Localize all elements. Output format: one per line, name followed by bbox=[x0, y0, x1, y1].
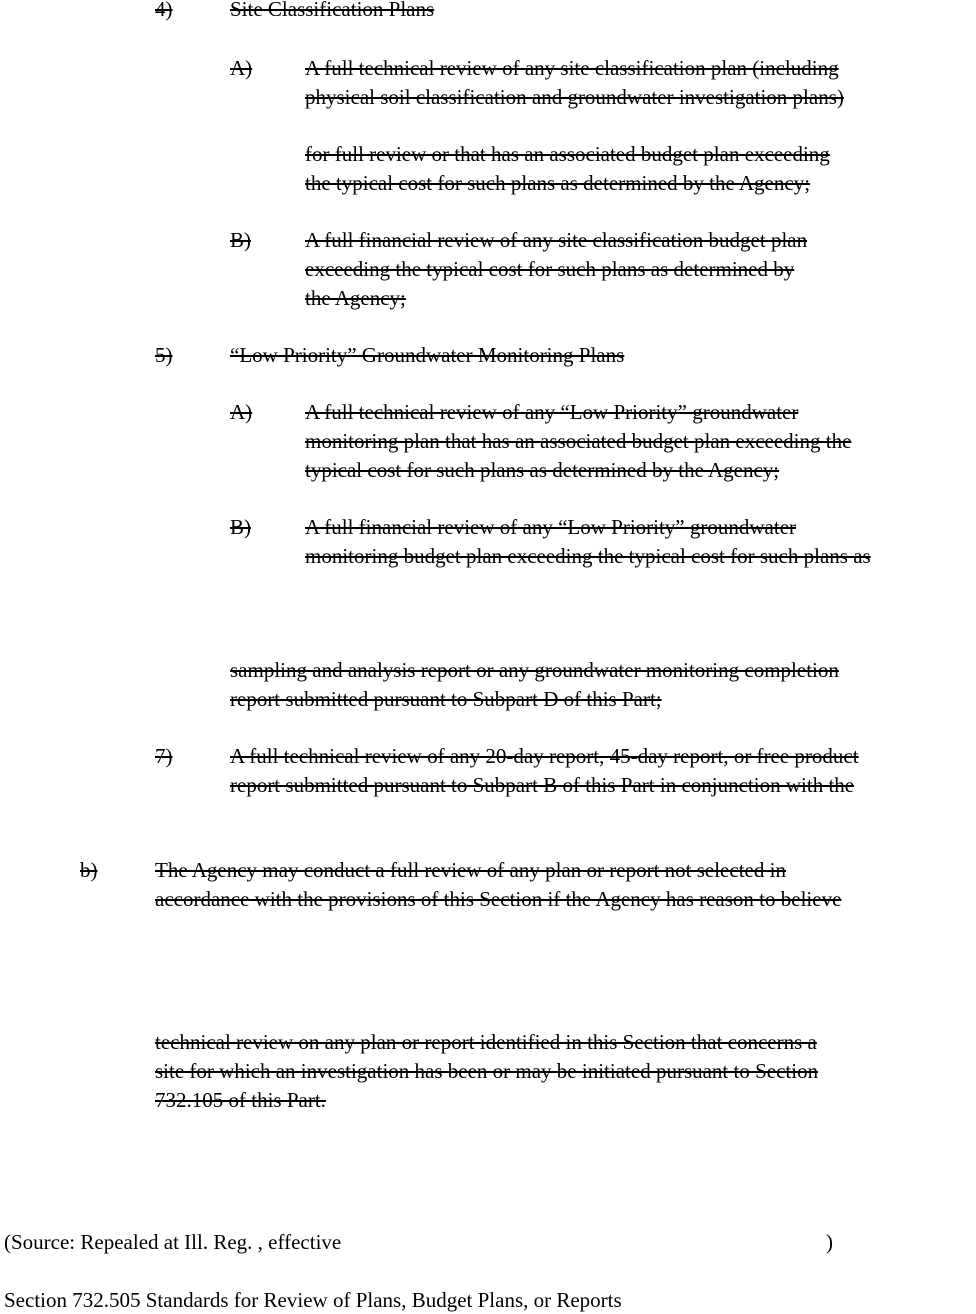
item-5-heading bbox=[155, 343, 624, 367]
item-5B-line-1: B) A full financial review of any “Low Priority” groundwater bbox=[230, 515, 797, 539]
item-7-number: 7) bbox=[155, 744, 173, 768]
item-4A-label: A) bbox=[230, 56, 253, 80]
item-b-cont-2: site for which an investigation has been or may be initiated pursuant to Section bbox=[155, 1059, 819, 1083]
item-b-line-2: accordance with the provisions of this Section if the Agency has reason to believe bbox=[155, 887, 842, 911]
item-4-number: 4) bbox=[155, 0, 173, 21]
item-6-cont-2: report submitted pursuant to Subpart D of this Part; bbox=[230, 687, 662, 711]
section-heading: Section 732.505 Standards for Review of Plans, Budget Plans, or Reports bbox=[4, 1288, 622, 1312]
item-5A-label: A) bbox=[230, 400, 253, 424]
item-4A-line-1: A) A full technical review of any site classification plan (including bbox=[230, 56, 839, 80]
item-7-line-1: 7) A full technical review of any 20-day report, 45-day report, or free product bbox=[155, 744, 859, 768]
item-4B-label: B) bbox=[230, 228, 251, 252]
item-5B-line-2: monitoring budget plan exceeding the typical cost for such plans as bbox=[305, 544, 871, 568]
item-4-title: Site Classification Plans bbox=[230, 0, 435, 21]
item-b-cont-1: technical review on any plan or report identified in this Section that concerns a bbox=[155, 1030, 817, 1054]
item-4B-line-3: the Agency; bbox=[305, 286, 406, 310]
item-7-line-2: report submitted pursuant to Subpart B of this Part in conjunction with the bbox=[230, 773, 855, 797]
item-4B-line-2: exceeding the typical cost for such plans as determined by bbox=[305, 257, 795, 281]
item-4A-cont-2: the typical cost for such plans as determined by the Agency; bbox=[305, 171, 811, 195]
item-5-number: 5) bbox=[155, 343, 173, 367]
item-4A-cont-1: for full review or that has an associated budget plan exceeding bbox=[305, 142, 830, 166]
item-b-line-1: b) The Agency may conduct a full review of any plan or report not selected in bbox=[80, 858, 786, 882]
item-5B-label: B) bbox=[230, 515, 251, 539]
source-note: (Source: Repealed at Ill. Reg. , effective bbox=[4, 1230, 342, 1254]
item-5A-line-2: monitoring plan that has an associated budget plan exceeding the bbox=[305, 429, 852, 453]
item-4-heading bbox=[155, 0, 434, 21]
item-5-title: “Low Priority” Groundwater Monitoring Plans bbox=[230, 343, 625, 367]
item-b-label: b) bbox=[80, 858, 98, 882]
item-b-cont-3: 732.105 of this Part. bbox=[155, 1088, 326, 1112]
item-4A-line-2: physical soil classification and groundwater investigation plans) bbox=[305, 85, 844, 109]
item-6-cont-1: sampling and analysis report or any groundwater monitoring completion bbox=[230, 658, 839, 682]
item-5A-line-3: typical cost for such plans as determined by the Agency; bbox=[305, 458, 780, 482]
item-4B-line-1: B) A full financial review of any site classification budget plan bbox=[230, 228, 808, 252]
source-note-close: ) bbox=[826, 1230, 833, 1254]
item-5A-line-1: A) A full technical review of any “Low Priority” groundwater bbox=[230, 400, 799, 424]
